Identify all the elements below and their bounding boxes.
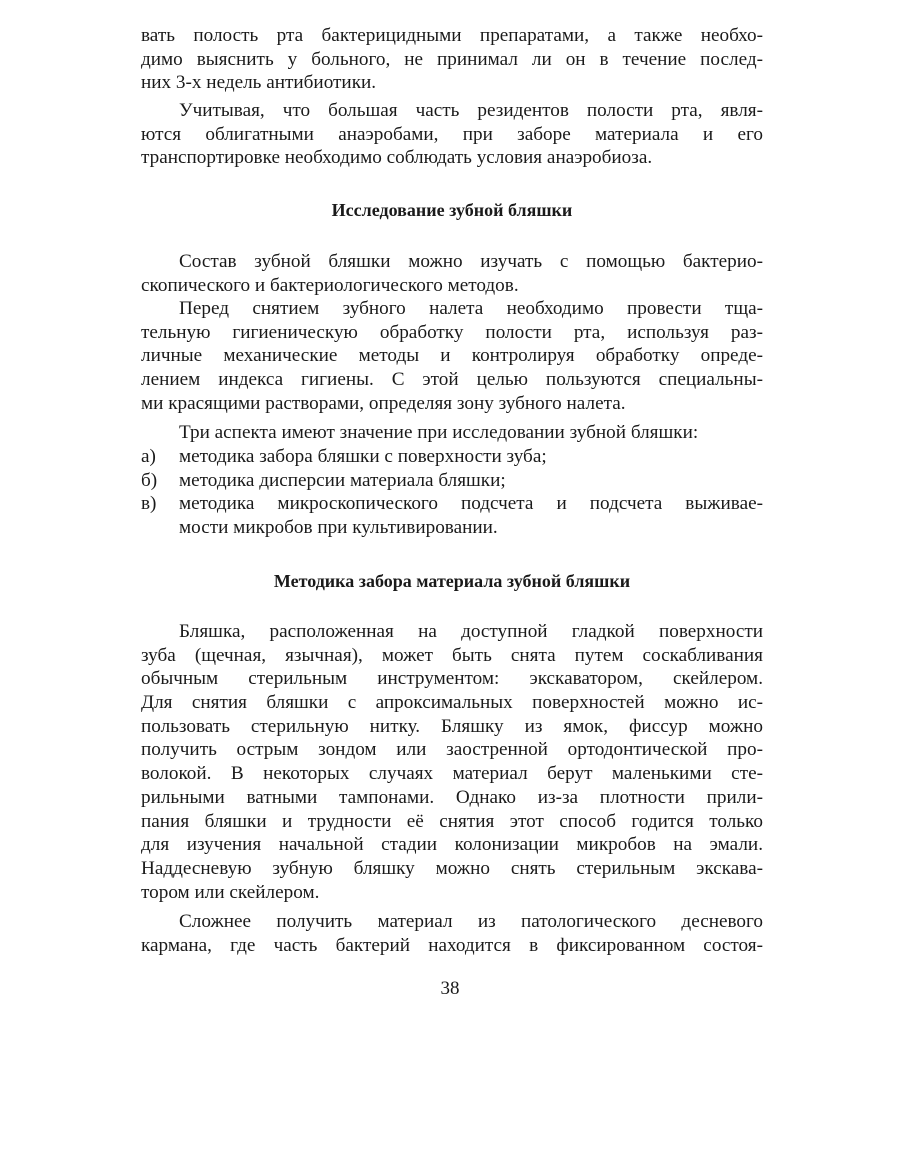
text-line: тором или скейлером. — [141, 881, 320, 903]
text-line: пания бляшки и трудности её снятия этот способ годится только — [141, 810, 763, 832]
text-line: тельную гигиеническую обработку полости рта, используя раз- — [141, 321, 763, 343]
text-line: рильными ватными тампонами. Однако из-за плотности прили- — [141, 786, 763, 808]
text-line: волокой. В некоторых случаях материал берут маленькими сте- — [141, 763, 763, 785]
text-line: Состав зубной бляшки можно изучать с помощью бактерио- — [179, 251, 763, 272]
text-line: пользовать стерильную нитку. Бляшку из ямок, фиссур можно — [141, 715, 763, 737]
text-line: димо выяснить у больного, не принимал ли он в течение послед- — [141, 48, 763, 70]
text-line: Наддесневую зубную бляшку можно снять стерильным экскава- — [141, 857, 763, 879]
text-line: методика дисперсии материала бляшки; — [179, 469, 506, 491]
paragraph-5 — [141, 421, 763, 445]
paragraph-7 — [141, 910, 763, 957]
text-line: Учитывая, что большая часть резидентов полости рта, явля- — [179, 100, 763, 121]
paragraph-2 — [141, 99, 763, 170]
paragraph-4 — [141, 297, 763, 415]
list-item — [141, 445, 763, 469]
text-line: них 3-х недель антибиотики. — [141, 72, 377, 94]
text-line: получить острым зондом или заостренной ортодонтической про- — [141, 739, 763, 761]
text-line: ми красящими растворами, определяя зону зубного налета. — [141, 392, 626, 414]
text-line: Перед снятием зубного налета необходимо провести тща- — [179, 298, 763, 319]
text-line: обычным стерильным инструментом: экскаватором, скейлером. — [141, 668, 763, 690]
paragraph-6 — [141, 620, 763, 904]
text-line: для изучения начальной стадии колонизации микробов на эмали. — [141, 834, 763, 856]
text-line: методика микроскопического подсчета и подсчета выживае- — [179, 493, 763, 515]
section-heading-dental-plaque-study: Исследование зубной бляшки — [331, 200, 573, 220]
text-line: скопического и бактериологического методов. — [141, 274, 519, 296]
list-marker: а) — [141, 446, 156, 467]
text-line: личные механические методы и контролируя обработку опреде- — [141, 345, 763, 367]
text-line: зуба (щечная, язычная), может быть снята путем соскабливания — [141, 644, 763, 666]
text-line: ются облигатными анаэробами, при заборе материала и его — [141, 123, 763, 145]
text-line: транспортировке необходимо соблюдать условия анаэробиоза. — [141, 147, 653, 169]
page-number: 38 — [440, 978, 460, 999]
list-marker: б) — [141, 469, 158, 491]
section-heading-plaque-sampling-method: Методика забора материала зубной бляшки — [273, 571, 631, 591]
text-line: кармана, где часть бактерий находится в фиксированном состоя- — [141, 934, 763, 956]
list-item — [141, 469, 763, 493]
paragraph-3 — [141, 250, 763, 297]
list-item — [141, 492, 763, 539]
text-line: Бляшка, расположенная на доступной гладкой поверхности — [179, 621, 763, 642]
text-line: вать полость рта бактерицидными препаратами, а также необхо- — [141, 25, 763, 46]
text-line: методика забора бляшки с поверхности зуба; — [179, 446, 547, 467]
text-line: лением индекса гигиены. С этой целью пользуются специальны- — [141, 369, 763, 391]
text-line: Три аспекта имеют значение при исследовании зубной бляшки: — [179, 422, 699, 443]
text-line: Для снятия бляшки с апроксимальных поверхностей можно ис- — [141, 692, 763, 714]
text-line: Сложнее получить материал из патологического десневого — [179, 911, 763, 932]
text-line: мости микробов при культивировании. — [179, 517, 498, 539]
list-marker: в) — [141, 493, 157, 515]
paragraph-1 — [141, 24, 763, 95]
aspects-list — [141, 445, 763, 540]
